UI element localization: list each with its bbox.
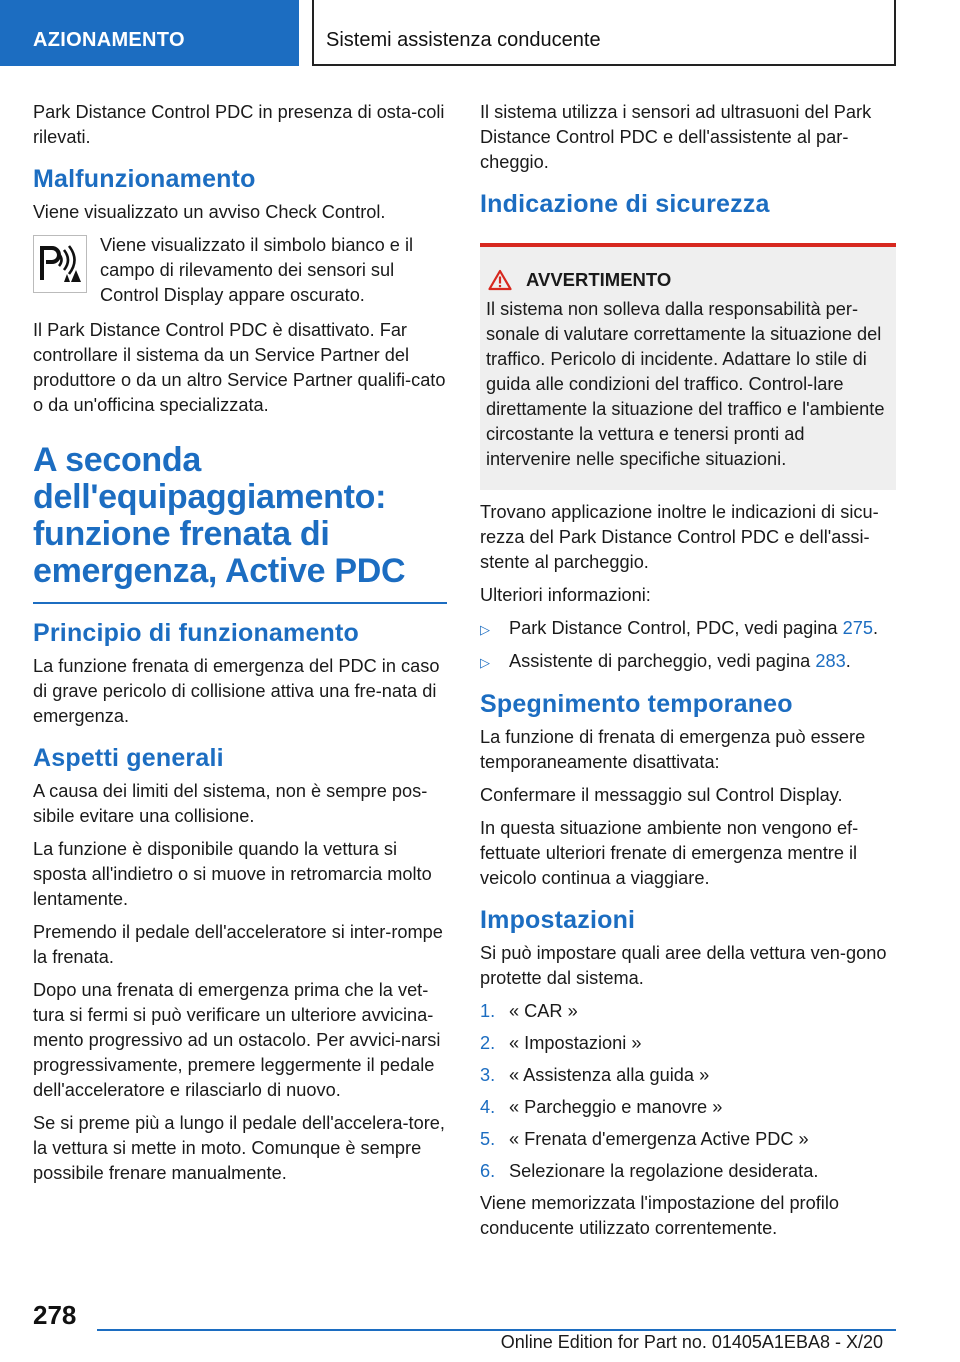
temporary-off-paragraph: Confermare il messaggio sul Control Display. <box>480 785 843 805</box>
temporary-off-paragraph: In questa situazione ambiente non vengono ef-fettuate ulteriori frenate di emergenza mentre il veicolo continua a viaggiare. <box>480 818 859 888</box>
chapter-tab[interactable]: Sistemi assistenza conducente <box>312 0 896 66</box>
pdc-malfunction-icon <box>33 235 87 293</box>
malfunction-paragraph-2: Il Park Distance Control PDC è disattivato. Far controllare il sistema da un Service Partner del produttore o da un altro Service Partner qualifi-cato o da un'officina specializzata. <box>33 320 446 415</box>
step-number: 5. <box>480 1129 496 1149</box>
general-paragraph: La funzione è disponibile quando la vettura si sposta all'indietro o si muove in retromarcia molto lentamente. <box>33 839 432 909</box>
reference-list <box>480 616 896 675</box>
general-heading: Aspetti generali <box>33 744 224 772</box>
warning-title-row <box>486 269 888 291</box>
general-paragraph: A causa dei limiti del sistema, non è sempre pos-sibile evitare una collisione. <box>33 781 428 826</box>
safety-paragraph: Trovano applicazione inoltre le indicazioni di sicu-rezza del Park Distance Control PDC e dell'assi-stente al parcheggio. <box>480 502 879 572</box>
chapter-title-line: A seconda <box>33 441 201 479</box>
step-number: 6. <box>480 1161 496 1181</box>
list-item <box>480 1031 896 1056</box>
step-number: 4. <box>480 1097 496 1117</box>
general-paragraph: Premendo il pedale dell'acceleratore si inter-rompe la frenata. <box>33 922 443 967</box>
malfunction-icon-text: Viene visualizzato il simbolo bianco e il campo di rilevamento dei sensori sul Control Display appare oscurato. <box>100 235 414 305</box>
malfunction-paragraph: Viene visualizzato un avviso Check Control. <box>33 202 386 222</box>
list-item <box>480 1159 896 1184</box>
settings-paragraph: Si può impostare quali aree della vettura ven-gono protette dal sistema. <box>480 943 887 988</box>
chapter-title-line: funzione frenata di <box>33 515 330 553</box>
left-column <box>33 100 447 1194</box>
step-text: « Assistenza alla guida » <box>509 1065 710 1085</box>
malfunction-icon-row <box>33 233 447 308</box>
general-paragraph: Dopo una frenata di emergenza prima che la vet-tura si fermi si può verificare un ulteriore avvicina-mento progressivo ad un ostacolo. Per avvici-narsi progressivamente, premere leggermente il pedale dell'acceleratore e rilasciarlo di nuovo. <box>33 980 441 1100</box>
reference-text: Assistente di parcheggio, vedi pagina 283. <box>509 651 851 671</box>
temporary-off-heading: Spegnimento temporaneo <box>480 690 793 718</box>
general-paragraph: Se si preme più a lungo il pedale dell'accelera-tore, la vettura si mette in moto. Comunque è sempre possibile frenare manualmente. <box>33 1113 445 1183</box>
step-text: « CAR » <box>509 1001 578 1021</box>
intro-paragraph: Park Distance Control PDC in presenza di osta-coli rilevati. <box>33 102 445 147</box>
step-number: 2. <box>480 1033 496 1053</box>
temporary-off-paragraph: La funzione di frenata di emergenza può essere temporaneamente disattivata: <box>480 727 866 772</box>
reference-text: Park Distance Control, PDC, vedi pagina 275. <box>509 618 879 638</box>
system-intro-paragraph: Il sistema utilizza i sensori ad ultrasuoni del Park Distance Control PDC e dell'assistente al par-cheggio. <box>480 102 872 172</box>
settings-heading: Impostazioni <box>480 906 636 934</box>
step-number: 3. <box>480 1065 496 1085</box>
triangle-bullet-icon: ▷ <box>480 622 490 637</box>
chapter-title <box>33 442 447 604</box>
warning-title: AVVERTIMENTO <box>526 269 672 290</box>
safety-heading: Indicazione di sicurezza <box>480 190 770 218</box>
right-column <box>480 100 896 1249</box>
settings-steps <box>480 999 896 1184</box>
list-item <box>480 1063 896 1088</box>
list-item <box>480 999 896 1024</box>
page-header <box>0 0 960 66</box>
malfunction-heading: Malfunzionamento <box>33 165 256 193</box>
list-item <box>480 1127 896 1152</box>
page-number: 278 <box>33 1300 77 1330</box>
step-text: Selezionare la regolazione desiderata. <box>509 1161 819 1181</box>
edition-footer: Online Edition for Part no. 01405A1EBA8 - X/20 <box>500 1332 883 1352</box>
footer-divider <box>97 1329 896 1331</box>
step-text: « Frenata d'emergenza Active PDC » <box>509 1129 809 1149</box>
principle-heading: Principio di funzionamento <box>33 619 360 647</box>
triangle-bullet-icon: ▷ <box>480 655 490 670</box>
settings-note: Viene memorizzata l'impostazione del profilo conducente utilizzato correntemente. <box>480 1193 839 1238</box>
page-link[interactable]: 283 <box>815 651 846 671</box>
step-number: 1. <box>480 1001 496 1021</box>
warning-box <box>480 243 896 490</box>
further-info-label: Ulteriori informazioni: <box>480 585 651 605</box>
warning-triangle-icon <box>488 269 512 291</box>
list-item <box>480 616 896 642</box>
step-text: « Parcheggio e manovre » <box>509 1097 723 1117</box>
list-item <box>480 649 896 675</box>
page-link[interactable]: 275 <box>842 618 873 638</box>
step-text: « Impostazioni » <box>509 1033 642 1053</box>
warning-text: Il sistema non solleva dalla responsabilità per-sonale di valutare correttamente la situazione del traffico. Pericolo di incidente. Adattare lo stile di guida alle condizioni del traffico. Control-lare direttamente la situazione del traffico e l'ambiente circostante la vettura e tenersi pronti ad intervenire nelle specifiche situazioni. <box>486 299 885 469</box>
list-item <box>480 1095 896 1120</box>
chapter-title-line: emergenza, Active PDC <box>33 552 406 590</box>
principle-paragraph: La funzione frenata di emergenza del PDC in caso di grave pericolo di collisione attiva una fre-nata di emergenza. <box>33 656 440 726</box>
chapter-title-line: dell'equipaggiamento: <box>33 478 387 516</box>
section-tab[interactable]: AZIONAMENTO <box>0 0 299 66</box>
